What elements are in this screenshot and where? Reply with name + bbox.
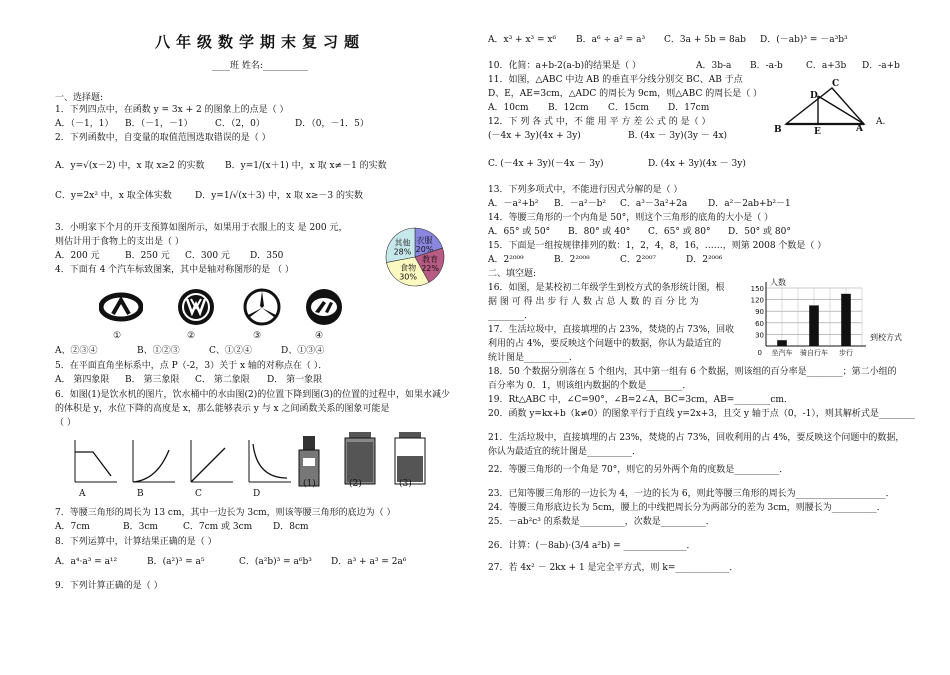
q5-option-d: D． 第一象限 <box>267 375 323 385</box>
picture-label-2: (2) <box>349 479 362 489</box>
q11-option-b: B．12cm <box>548 103 589 113</box>
q11-option-c: C．15cm <box>608 103 649 113</box>
q5-option-a: A． 第四象限 <box>55 375 110 385</box>
q15-option-a: A．2²⁰⁰⁹ <box>488 255 524 265</box>
hyundai-logo-icon <box>305 288 343 330</box>
q14-option-a: A．65° 或 50° <box>488 227 551 237</box>
q7-option-b: B．3cm <box>123 522 158 532</box>
vertex-b: B <box>774 125 782 135</box>
graph-d <box>249 440 291 482</box>
q3-option-c: C．300 元 <box>185 251 230 261</box>
q3-option-a: A．200 元 <box>55 251 100 261</box>
q14-options <box>488 226 791 238</box>
bar-chart-ytick-0: 30 <box>755 331 764 340</box>
question-23: 23．已知等腰三角形的一边长为 4，一边的长为 6，则此等腰三角形的周长为____________________． <box>488 489 895 499</box>
q3-option-b: B．250 元 <box>125 251 170 261</box>
pie-label-0: 衣服 <box>416 235 433 245</box>
water-bucket-picture-2 <box>345 432 375 484</box>
q1-option-c: C．（2，0） <box>215 119 265 129</box>
q10-option-c: C．a+3b <box>806 61 847 71</box>
q12-option-c: C. (－4x + 3y)(－4x － 3y) <box>488 159 604 169</box>
q4-option-c: C、①②④ <box>209 346 252 356</box>
pie-label-2: 食物 <box>400 263 417 273</box>
q12-option-d: D. (4x + 3y)(4x － 3y) <box>648 159 746 169</box>
q13-option-a: A．－a²+b² <box>488 199 539 209</box>
q12-option-a: (－4x + 3y)(4x + 3y) <box>488 131 581 141</box>
q2-options-cd <box>55 190 363 202</box>
q14-option-c: C．65° 或 80° <box>648 227 711 237</box>
question-20: 20．函数 y=kx+b（k≠0）的图象平行于直线 y=2x+3，且交 y 轴于点（0，-1），则其解析式是________ <box>488 409 915 419</box>
q13-option-b: B．－a²－b² <box>554 199 606 209</box>
mercedes-logo-icon <box>243 288 281 330</box>
bar-chart-xlabel: 到校方式 <box>870 333 902 342</box>
q11-option-d: D．17cm <box>668 103 710 113</box>
picture-label-3: (3) <box>399 479 412 489</box>
question-18-line-2: 百分率为 0．1，则该组内数据的个数是________． <box>488 381 692 391</box>
page-title: 八年级数学期末复习题 <box>154 33 365 51</box>
question-16-line-2: 据 图 可 得 出 步 行 人 数 占 总 人 数 的 百 分 比 为 <box>488 297 699 307</box>
infiniti-logo-icon <box>99 292 143 322</box>
bar-chart-origin: 0 <box>757 349 762 357</box>
q7-options <box>55 521 309 533</box>
bar-chart-ytick-2: 90 <box>755 308 764 317</box>
question-5: 5．在平面直角坐标系中，点 P（-2，3）关于 x 轴的对称点在（ ）． <box>55 361 328 371</box>
picture-label-1: (1) <box>303 479 316 489</box>
q4-num-2: ② <box>187 331 196 341</box>
question-16: 16．如图，是某校初二年级学生到校方式的条形统计图，根 <box>488 283 725 293</box>
question-17-line-3: 统计图是__________． <box>488 353 579 363</box>
water-bucket-picture-3 <box>395 432 425 484</box>
q9-option-a: A．x³ + x³ = x⁶ <box>488 35 557 45</box>
question-14: 14．等腰三角形的一个内角是 50°，则这个三角形的底角的大小是（ ） <box>488 213 774 223</box>
q4-num-1: ① <box>113 331 122 341</box>
bar-chart-ylabel: 人数 <box>770 278 786 287</box>
volkswagen-logo-icon <box>177 288 215 330</box>
question-19: 19．Rt△ABC 中，∠C=90°，∠B=2∠A，BC=3cm，AB=________cm． <box>488 395 793 405</box>
q9-option-d: D．(－ab)³ = －a³b³ <box>760 35 848 45</box>
q2-option-b: B．y=1/(x＋1) 中，x 取 x≠－1 的实数 <box>225 161 387 171</box>
q4-num-4: ④ <box>315 331 324 341</box>
q7-option-a: A．7cm <box>55 522 90 532</box>
q12-options-cd <box>488 158 746 170</box>
pie-pct-1: 22% <box>421 263 439 273</box>
graph-label-b: B <box>137 489 144 499</box>
q9-option-c: C．3a + 5b = 8ab <box>664 35 746 45</box>
bar-2 <box>841 294 851 346</box>
q8-option-c: C．(a²b)³ = a⁶b³ <box>239 557 312 567</box>
graph-label-a: A <box>79 489 86 499</box>
graph-label-c: C <box>195 489 202 499</box>
q4-options <box>55 345 324 357</box>
q10-option-d: D．-a+b <box>862 61 900 71</box>
bar-category-0: 坐汽车 <box>771 349 793 357</box>
q4-option-b: B、①②③ <box>137 346 180 356</box>
bar-category-2: 步行 <box>839 349 853 357</box>
q15-option-c: C．2²⁰⁰⁷ <box>620 255 657 265</box>
q15-option-b: B．2²⁰⁰⁸ <box>554 255 590 265</box>
q14-option-b: B．80° 或 40° <box>568 227 631 237</box>
pie-label-1: 教育 <box>422 254 439 264</box>
q4-option-d: D、①③④ <box>281 346 325 356</box>
pie-label-3: 其他 <box>394 238 411 248</box>
q2-option-c: C．y=2x² 中，x 取全体实数 <box>55 191 172 201</box>
class-name-line: ____班 姓名:__________ <box>212 61 308 71</box>
q7-option-c: C．7cm 或 3cm <box>183 522 253 532</box>
bar-1 <box>809 305 819 346</box>
q9-option-b: B．a⁶ ÷ a² = a³ <box>576 35 646 45</box>
bar-0 <box>777 340 787 346</box>
question-2: 2．下列函数中，自变量的取值范围选取错误的是（ ） <box>55 133 271 143</box>
q3-options <box>55 250 283 262</box>
bar-chart-ytick-4: 150 <box>750 285 764 293</box>
question-4: 4．下面有 4 个汽车标致图案，其中是轴对称图形的是 （ ） <box>55 265 294 275</box>
question-12: 12．下 列 各 式 中，不 能 用 平 方 差 公 式 的 是（ ） <box>488 117 711 127</box>
question-25: 25．－ab²c³ 的系数是__________，次数是__________． <box>488 517 715 527</box>
q4-num-3: ③ <box>253 331 262 341</box>
vertex-c: C <box>832 79 840 89</box>
q15-option-d: D．2²⁰⁰⁶ <box>686 255 723 265</box>
q1-option-b: B．（－1，－1） <box>125 119 193 129</box>
question-17: 17．生活垃圾中，直接填埋的占 23%，焚烧的占 73%，回收 <box>488 325 735 335</box>
q10-stem: 10．化简：a+b-2(a-b)的结果是（ ） <box>488 61 641 71</box>
question-7: 7．等腰三角形的周长为 13 cm，其中一边长为 3cm，则该等腰三角形的底边为（ ） <box>55 508 396 518</box>
q1-option-a: A．（－1，1） <box>55 119 114 129</box>
question-26: 26．计算：(－8ab)·(3/4 a²b) = ______________． <box>488 541 696 551</box>
pie-pct-0: 20% <box>415 244 434 254</box>
question-15: 15．下面是一组按规律排列的数：1，2，4，8，16，……，则第 2008 个数是（ ） <box>488 241 827 251</box>
q11-options <box>488 102 709 114</box>
q8-options <box>55 556 406 568</box>
q1-options <box>55 118 369 130</box>
question-8: 8．下列运算中，计算结果正确的是（ ） <box>55 537 217 547</box>
bar-chart-ytick-3: 120 <box>750 296 764 305</box>
q2-option-a: A．y=√(x－2) 中，x 取 x≥2 的实数 <box>55 161 205 171</box>
vertex-d: D <box>810 91 818 101</box>
section-fill-heading: 二、填空题: <box>488 269 537 279</box>
question-1: 1．下列四点中，在函数 y = 3x + 2 的图象上的点是（ ） <box>55 105 289 115</box>
pie-pct-2: 30% <box>399 272 417 282</box>
question-18: 18．50 个数据分别落在 5 个组内，其中第一组有 6 个数据，则该组的百分率是________；第二小组的 <box>488 367 897 377</box>
graph-a <box>75 440 117 482</box>
q4-option-a: A、②③④ <box>55 346 98 356</box>
q12-option-a-marker: A. <box>876 117 886 127</box>
q12-option-b: B. (4x － 3y)(3y － 4x) <box>628 131 728 141</box>
question-21: 21．生活垃圾中，直接填埋的占 23%，焚烧的占 73%，回收利用的占 4%，要反映这个问题中的数据， <box>488 433 905 443</box>
budget-pie-chart <box>381 226 449 288</box>
question-16-line-3: ________． <box>488 311 534 321</box>
q13-option-d: D．a²－2ab+b²－1 <box>708 199 791 209</box>
question-10 <box>488 60 900 72</box>
vertex-a: A <box>856 124 863 134</box>
graph-label-d: D <box>253 489 261 499</box>
q15-options <box>488 254 722 266</box>
q2-options-ab <box>55 160 387 172</box>
question-6-line-3: （ ） <box>55 418 76 428</box>
q2-option-d: D．y=1/√(x＋3) 中，x 取 x≥－3 的实数 <box>195 191 364 201</box>
q9-options <box>488 34 848 46</box>
q14-option-d: D．50° 或 80° <box>728 227 791 237</box>
question-22: 22．等腰三角形的一个角是 70°，则它的另外两个角的度数是__________． <box>488 465 789 475</box>
question-21-line-2: 你认为最适宜的统计图是__________． <box>488 447 642 457</box>
q12-options-ab <box>488 130 727 142</box>
bar-category-1: 骑自行车 <box>800 349 828 357</box>
q8-option-a: A．a⁴·a³ = a¹² <box>55 557 118 567</box>
graph-c <box>191 440 233 482</box>
q8-option-b: B．(a²)³ = a⁵ <box>147 557 205 567</box>
question-6: 6．如图(1)是饮水机的图片，饮水桶中的水由图(2)的位置下降到图(3)的位置的过程中，如果水减少 <box>55 390 450 400</box>
question-27: 27．若 4x² － 2kx + 1 是完全平方式，则 k=____________． <box>488 563 739 573</box>
question-9: 9．下列计算正确的是（ ） <box>55 581 163 591</box>
question-6-line-2: 的体积是 y，水位下降的高度是 x，那么能够表示 y 与 x 之间函数关系的图象可能是 <box>55 404 390 414</box>
question-11: 11．如图，△ABC 中边 AB 的垂直平分线分别交 BC、AB 于点 <box>488 75 743 85</box>
question-24: 24．等腰三角形底边长为 5cm，腰上的中线把周长分为两部分的差为 3cm，则腰长为__________． <box>488 503 886 513</box>
pie-pct-3: 28% <box>393 247 412 257</box>
q3-option-d: D．350 <box>250 251 284 261</box>
q10-option-a: A．3b-a <box>696 61 732 71</box>
q8-option-d: D．a³ + a³ = 2a⁶ <box>331 557 407 567</box>
q5-option-c: C． 第二象限 <box>195 375 250 385</box>
q1-option-d: D．（0，－1．5） <box>295 119 369 129</box>
section-choice-heading: 一、选择题: <box>55 93 104 103</box>
question-3-line-2: 则估计用于食物上的支出是（ ） <box>55 237 184 247</box>
question-17-line-2: 利用的占 4%，要反映这个问题中的数据，你认为最适宜的 <box>488 339 722 349</box>
q11-option-a: A．10cm <box>488 103 529 113</box>
question-13: 13．下列多项式中，不能进行因式分解的是（ ） <box>488 185 683 195</box>
q5-option-b: B． 第三象限 <box>125 375 180 385</box>
vertex-e: E <box>814 127 821 137</box>
q7-option-d: D．8cm <box>273 522 309 532</box>
graph-b <box>133 440 175 482</box>
bar-chart-ytick-1: 60 <box>755 319 764 328</box>
question-11-line-2: D、E，AE=3cm，△ADC 的周长为 9cm，则△ABC 的周长是（ ） <box>488 89 763 99</box>
question-3: 3．小明家下个月的开支预算如图所示，如果用于衣服上的支 是 200 元， <box>55 223 348 233</box>
q4-logo-numbers <box>113 330 323 342</box>
q10-option-b: B．-a-b <box>750 61 783 71</box>
commute-bar-chart <box>746 276 928 358</box>
q13-options <box>488 198 791 210</box>
q13-option-c: C．a³－3a²+2a <box>620 199 688 209</box>
q5-options <box>55 374 322 386</box>
